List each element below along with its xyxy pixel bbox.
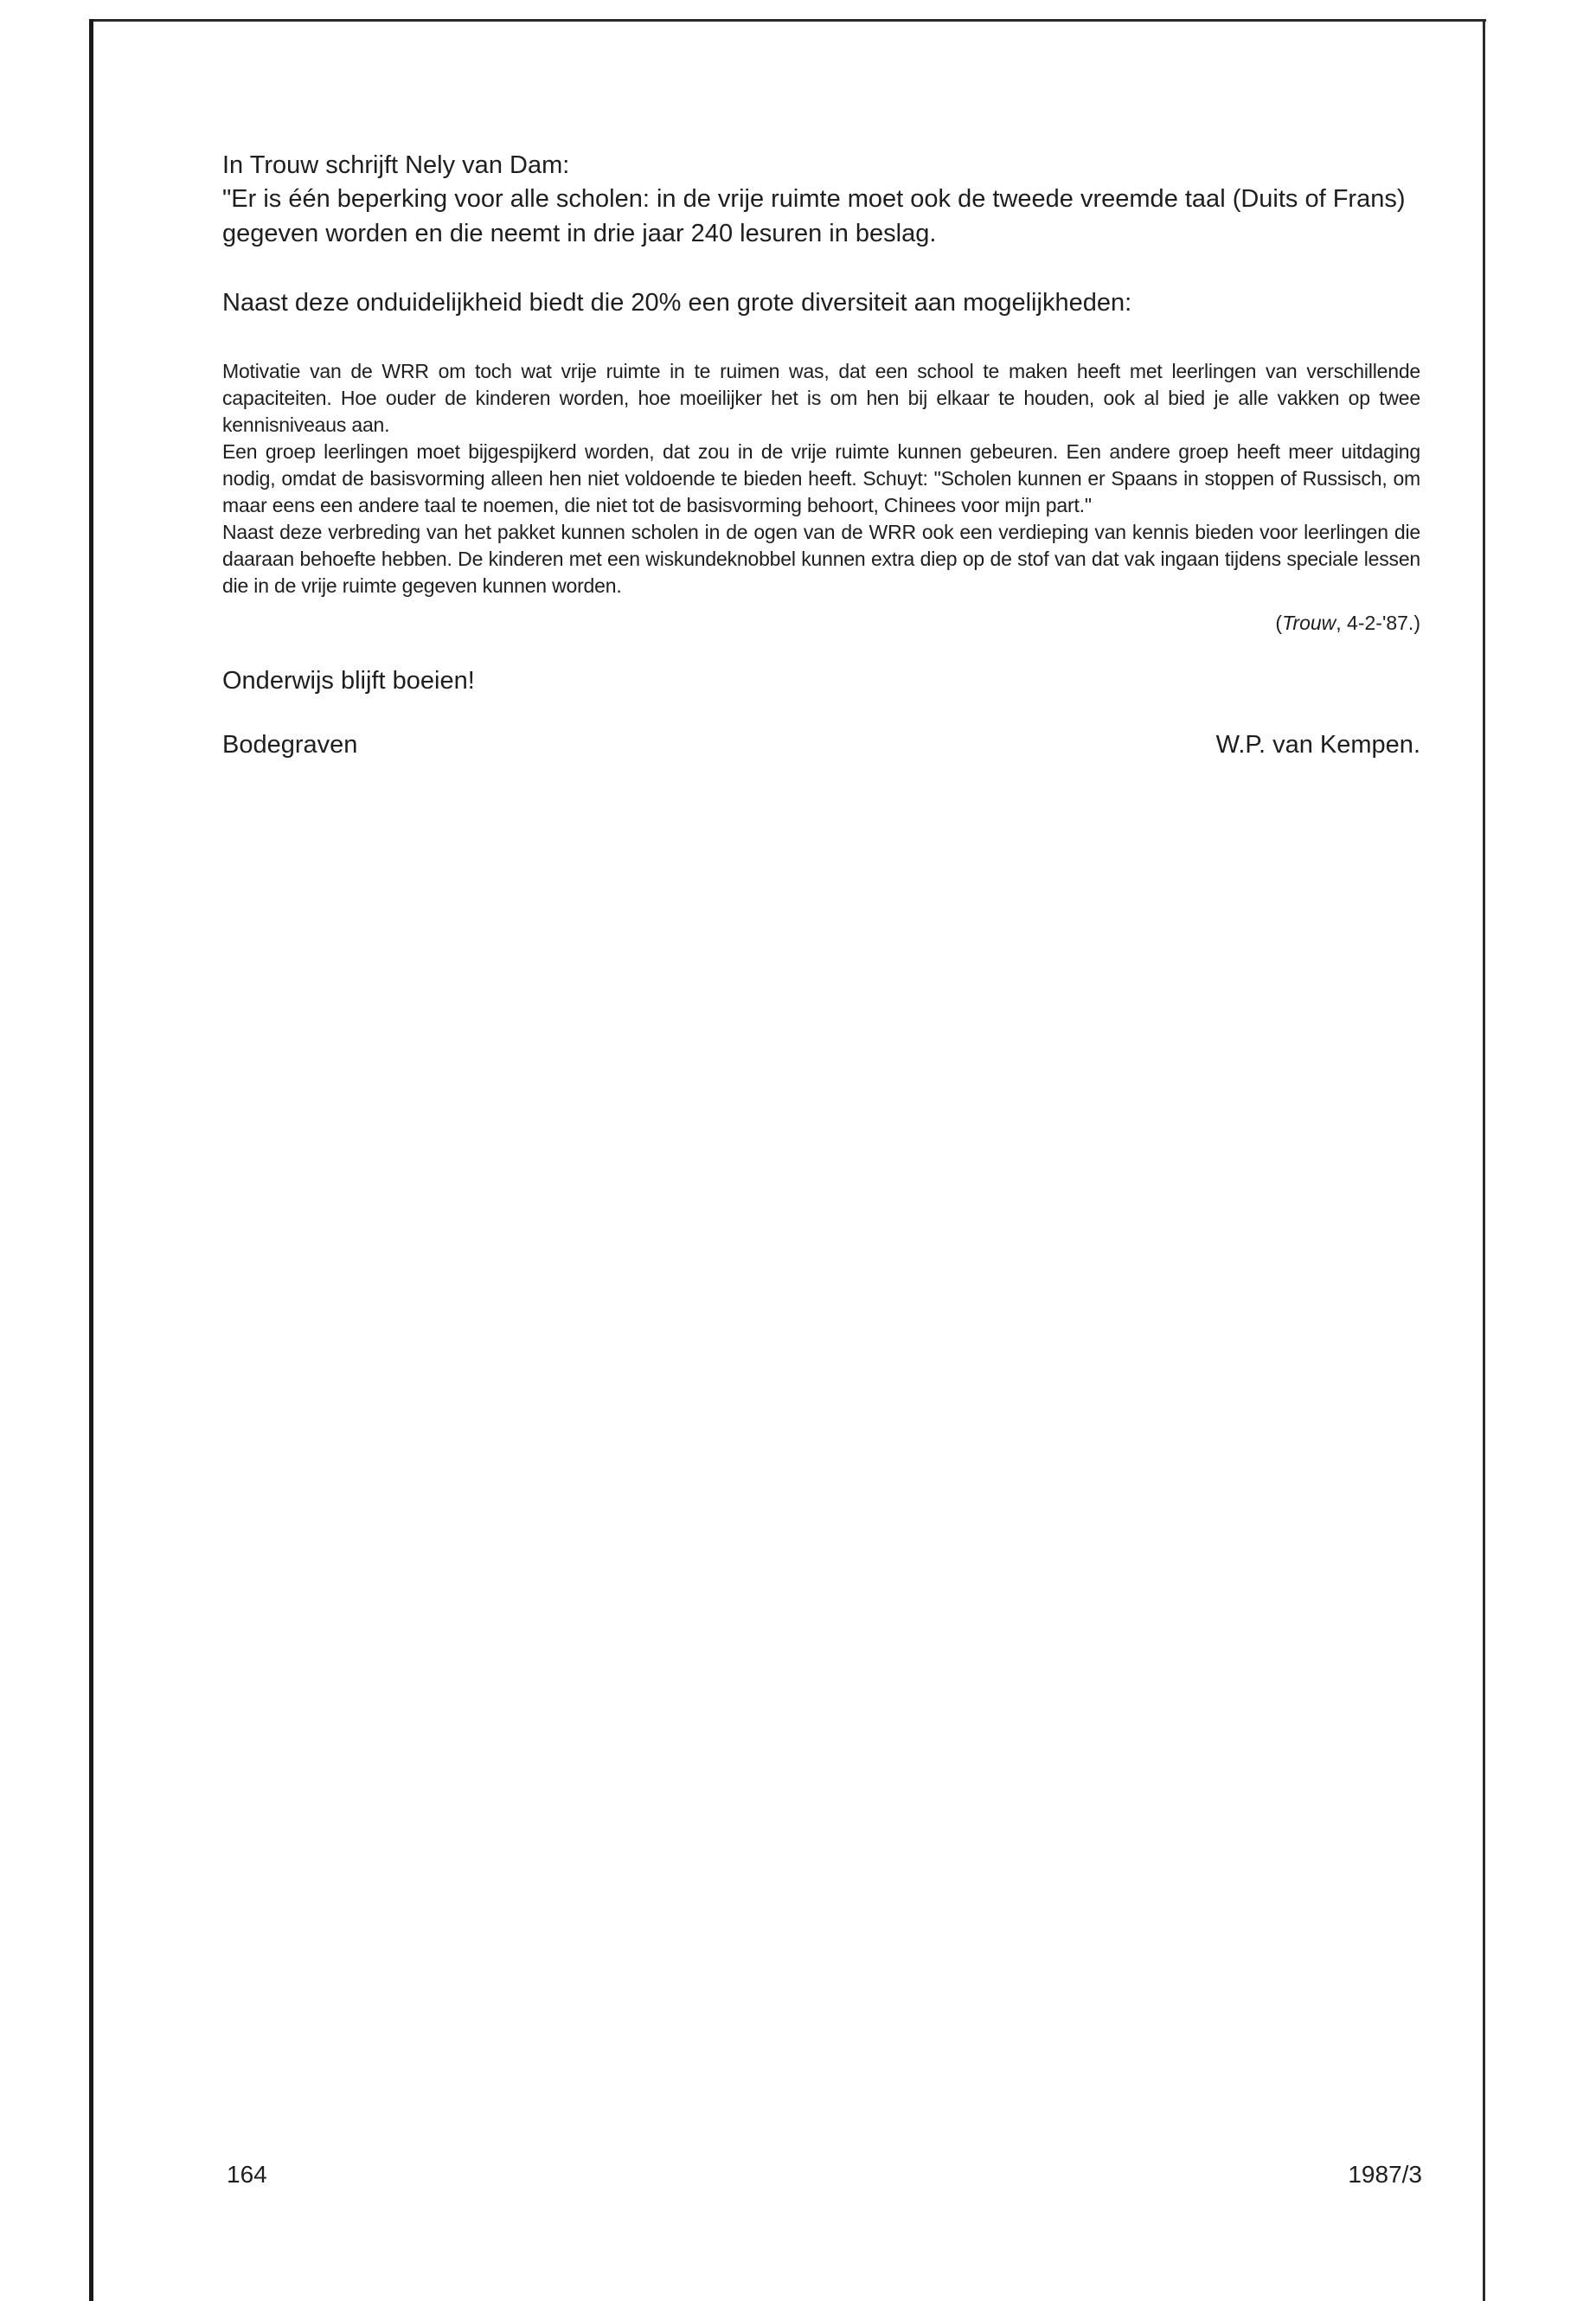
excerpt-paragraph-1: Motivatie van de WRR om toch wat vrije ruimte in te ruimen was, dat een school te maken heeft met leerlingen van verschillende capaciteiten. Hoe ouder de kinderen worden, hoe moeilijker het is om hen bij elkaar te houden, ook al bied je alle vakken op twee kennisniveaus aan.	[222, 360, 1420, 436]
closing-line: Onderwijs blijft boeien!	[222, 667, 475, 695]
page-footer	[227, 2160, 1422, 2189]
scan-edge-right	[1483, 19, 1485, 2301]
signoff	[222, 728, 1420, 761]
citation-source: Trouw	[1282, 612, 1336, 634]
page-content	[222, 149, 1420, 761]
page-number: 164	[227, 2161, 267, 2188]
newspaper-excerpt	[222, 358, 1420, 599]
citation-open: (	[1275, 612, 1283, 634]
signoff-author: W.P. van Kempen.	[1215, 731, 1420, 759]
excerpt-paragraph-2: Een groep leerlingen moet bijgespijkerd worden, dat zou in de vrije ruimte kunnen gebeuren. Een andere groep heeft meer uitdaging nodig, omdat de basisvorming alleen hen niet voldoende te bieden heeft. Schuyt: "Scholen kunnen er Spaans in stoppen of Russisch, om maar eens een andere taal te noemen, die niet tot de basisvorming behoort, Chinees voor mijn part."	[222, 440, 1420, 516]
quoted-passage: "Er is één beperking voor alle scholen: in de vrije ruimte moet ook de tweede vreemde taal (Duits of Frans) gegeven worden en die neemt in drie jaar 240 lesuren in beslag.	[222, 185, 1406, 247]
intro-line: In Trouw schrijft Nely van Dam:	[222, 151, 570, 179]
citation-date: , 4-2-'87.)	[1336, 612, 1420, 634]
excerpt-paragraph-3: Naast deze verbreding van het pakket kunnen scholen in de ogen van de WRR ook een verdieping van kennis bieden voor leerlingen die daaraan behoefte hebben. De kinderen met een wiskundeknobbel kunnen extra diep op de stof van dat vak ingaan tijdens speciale lessen die in de vrije ruimte gegeven kunnen worden.	[222, 521, 1420, 597]
issue-number: 1987/3	[1348, 2161, 1422, 2188]
scan-edge-left	[89, 19, 93, 2301]
lead-sentence: Naast deze onduidelijkheid biedt die 20% een grote diversiteit aan mogelijkheden:	[222, 289, 1132, 317]
scan-edge-top	[89, 19, 1486, 22]
signoff-place: Bodegraven	[222, 731, 358, 759]
source-citation	[222, 610, 1420, 637]
